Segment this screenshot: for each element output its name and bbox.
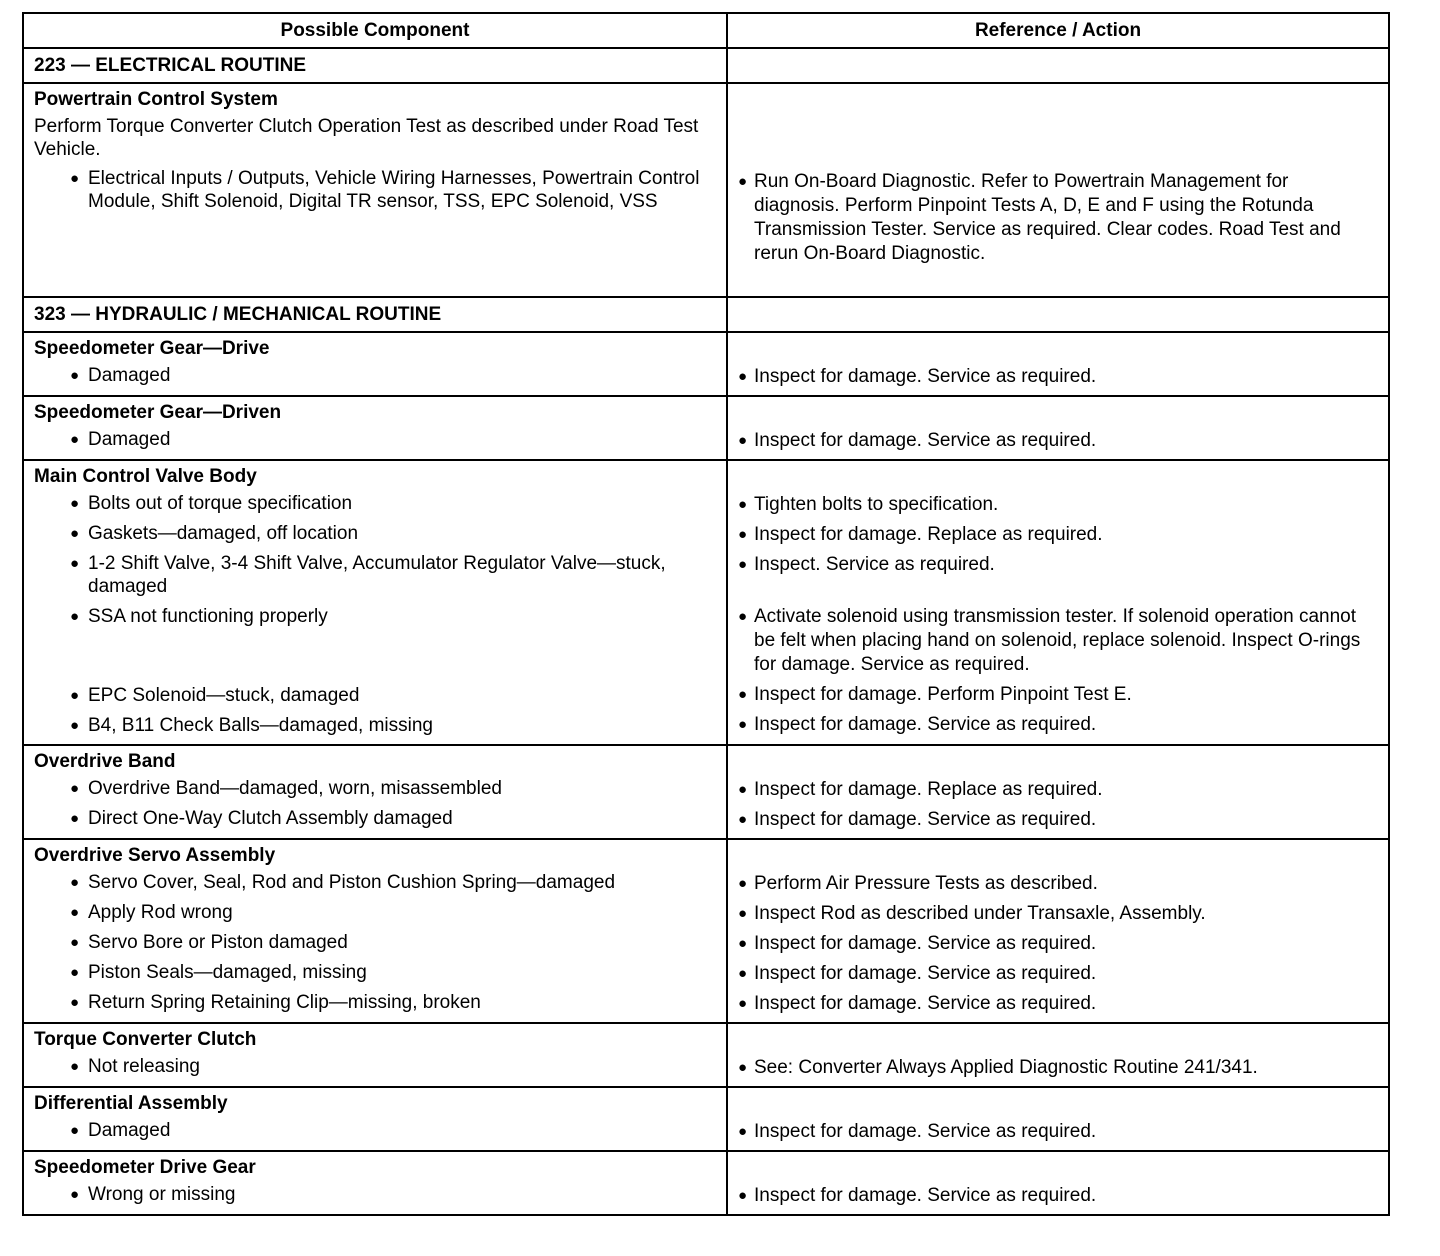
action-item: ● See: Converter Always Applied Diagnostic Routine 241/341. (738, 1056, 1378, 1080)
action-item: ● Inspect for damage. Replace as required. (738, 778, 1378, 802)
component-item: ● Damaged (34, 1119, 716, 1142)
section-223-row (23, 48, 1389, 83)
group-title: Speedometer Gear—Drive (34, 338, 270, 359)
action-item: ● Inspect. Service as required. (738, 553, 1378, 599)
group-row (23, 1023, 1389, 1087)
component-item: ● SSA not functioning properly (34, 605, 716, 677)
group-title: Overdrive Band (34, 751, 176, 772)
action-item: ● Inspect for damage. Service as required. (738, 1184, 1378, 1208)
powertrain-component-cell (23, 83, 727, 297)
group-row (23, 332, 1389, 396)
section-223-title: 223 — ELECTRICAL ROUTINE (23, 48, 727, 83)
diagnosis-table (22, 12, 1390, 1216)
section-323-title: 323 — HYDRAULIC / MECHANICAL ROUTINE (23, 297, 727, 332)
header-row (23, 13, 1389, 48)
group-row (23, 460, 1389, 745)
action-item: ● Inspect for damage. Service as required. (738, 808, 1378, 832)
powertrain-action-cell (727, 83, 1389, 297)
section-223-empty (727, 48, 1389, 83)
group-title: Powertrain Control System (34, 89, 278, 110)
group-title: Main Control Valve Body (34, 466, 257, 487)
group-title: Overdrive Servo Assembly (34, 845, 276, 866)
header-action: Reference / Action (727, 13, 1389, 48)
group-row (23, 1087, 1389, 1151)
section-323-row (23, 297, 1389, 332)
group-action-cell (727, 1151, 1389, 1215)
group-component-cell (23, 1023, 727, 1087)
group-row (23, 1151, 1389, 1215)
component-item: ● Piston Seals—damaged, missing (34, 961, 716, 984)
component-item: ● Direct One-Way Clutch Assembly damaged (34, 807, 716, 830)
group-title: Torque Converter Clutch (34, 1029, 257, 1050)
group-row (23, 396, 1389, 460)
powertrain-row (23, 83, 1389, 297)
component-item: ● Bolts out of torque specification (34, 492, 716, 515)
component-item: ● Overdrive Band—damaged, worn, misassembled (34, 777, 716, 800)
group-action-cell (727, 460, 1389, 745)
component-item: ● Wrong or missing (34, 1183, 716, 1206)
action-item: ● Inspect for damage. Service as required. (738, 713, 1378, 737)
section-323-empty (727, 297, 1389, 332)
group-component-cell (23, 745, 727, 839)
powertrain-item: ● Electrical Inputs / Outputs, Vehicle Wiring Harnesses, Powertrain Control Module, Shift Solenoid, Digital TR sensor, TSS, EPC Solenoid, VSS (34, 167, 716, 213)
component-item: ● Servo Bore or Piston damaged (34, 931, 716, 954)
action-item: ● Activate solenoid using transmission tester. If solenoid operation cannot be felt when placing hand on solenoid, replace solenoid. Inspect O-rings for damage. Service as required. (738, 605, 1378, 677)
group-action-cell (727, 1087, 1389, 1151)
group-action-cell (727, 1023, 1389, 1087)
component-item: ● Apply Rod wrong (34, 901, 716, 924)
group-action-cell (727, 332, 1389, 396)
group-title: Speedometer Gear—Driven (34, 402, 282, 423)
powertrain-intro: Perform Torque Converter Clutch Operation Test as described under Road Test Vehicle. (34, 116, 699, 160)
group-action-cell (727, 396, 1389, 460)
group-component-cell (23, 332, 727, 396)
component-item: ● Servo Cover, Seal, Rod and Piston Cushion Spring—damaged (34, 871, 716, 894)
group-row (23, 745, 1389, 839)
group-component-cell (23, 396, 727, 460)
component-item: ● Not releasing (34, 1055, 716, 1078)
group-component-cell (23, 1087, 727, 1151)
action-item: ● Inspect for damage. Perform Pinpoint Test E. (738, 683, 1378, 707)
action-item: ● Inspect for damage. Service as required. (738, 932, 1378, 956)
group-component-cell (23, 1151, 727, 1215)
action-item: ● Perform Air Pressure Tests as described. (738, 872, 1378, 896)
action-item: ● Inspect for damage. Replace as required. (738, 523, 1378, 547)
action-item: ● Inspect for damage. Service as required. (738, 1120, 1378, 1144)
action-item: ● Inspect for damage. Service as required. (738, 365, 1378, 389)
group-row (23, 839, 1389, 1023)
group-component-cell (23, 839, 727, 1023)
group-action-cell (727, 839, 1389, 1023)
component-item: ● EPC Solenoid—stuck, damaged (34, 684, 716, 707)
component-item: ● Damaged (34, 428, 716, 451)
component-item: ● Damaged (34, 364, 716, 387)
component-item: ● Gaskets—damaged, off location (34, 522, 716, 545)
header-component: Possible Component (23, 13, 727, 48)
action-item: ● Inspect for damage. Service as required. (738, 992, 1378, 1016)
group-component-cell (23, 460, 727, 745)
action-item: ● Tighten bolts to specification. (738, 493, 1378, 517)
group-action-cell (727, 745, 1389, 839)
component-item: ● Return Spring Retaining Clip—missing, broken (34, 991, 716, 1014)
action-item: ● Inspect Rod as described under Transaxle, Assembly. (738, 902, 1378, 926)
group-title: Speedometer Drive Gear (34, 1157, 256, 1178)
action-item: ● Inspect for damage. Service as required. (738, 429, 1378, 453)
powertrain-action: ● Run On-Board Diagnostic. Refer to Powertrain Management for diagnosis. Perform Pinpoint Tests A, D, E and F using the Rotunda Transmission Tester. Service as required. Clear codes. Road Test and rerun On-Board Diagnostic. (738, 170, 1378, 266)
component-item: ● B4, B11 Check Balls—damaged, missing (34, 714, 716, 737)
group-title: Differential Assembly (34, 1093, 228, 1114)
action-item: ● Inspect for damage. Service as required. (738, 962, 1378, 986)
component-item: ● 1-2 Shift Valve, 3-4 Shift Valve, Accumulator Regulator Valve—stuck, damaged (34, 552, 716, 598)
